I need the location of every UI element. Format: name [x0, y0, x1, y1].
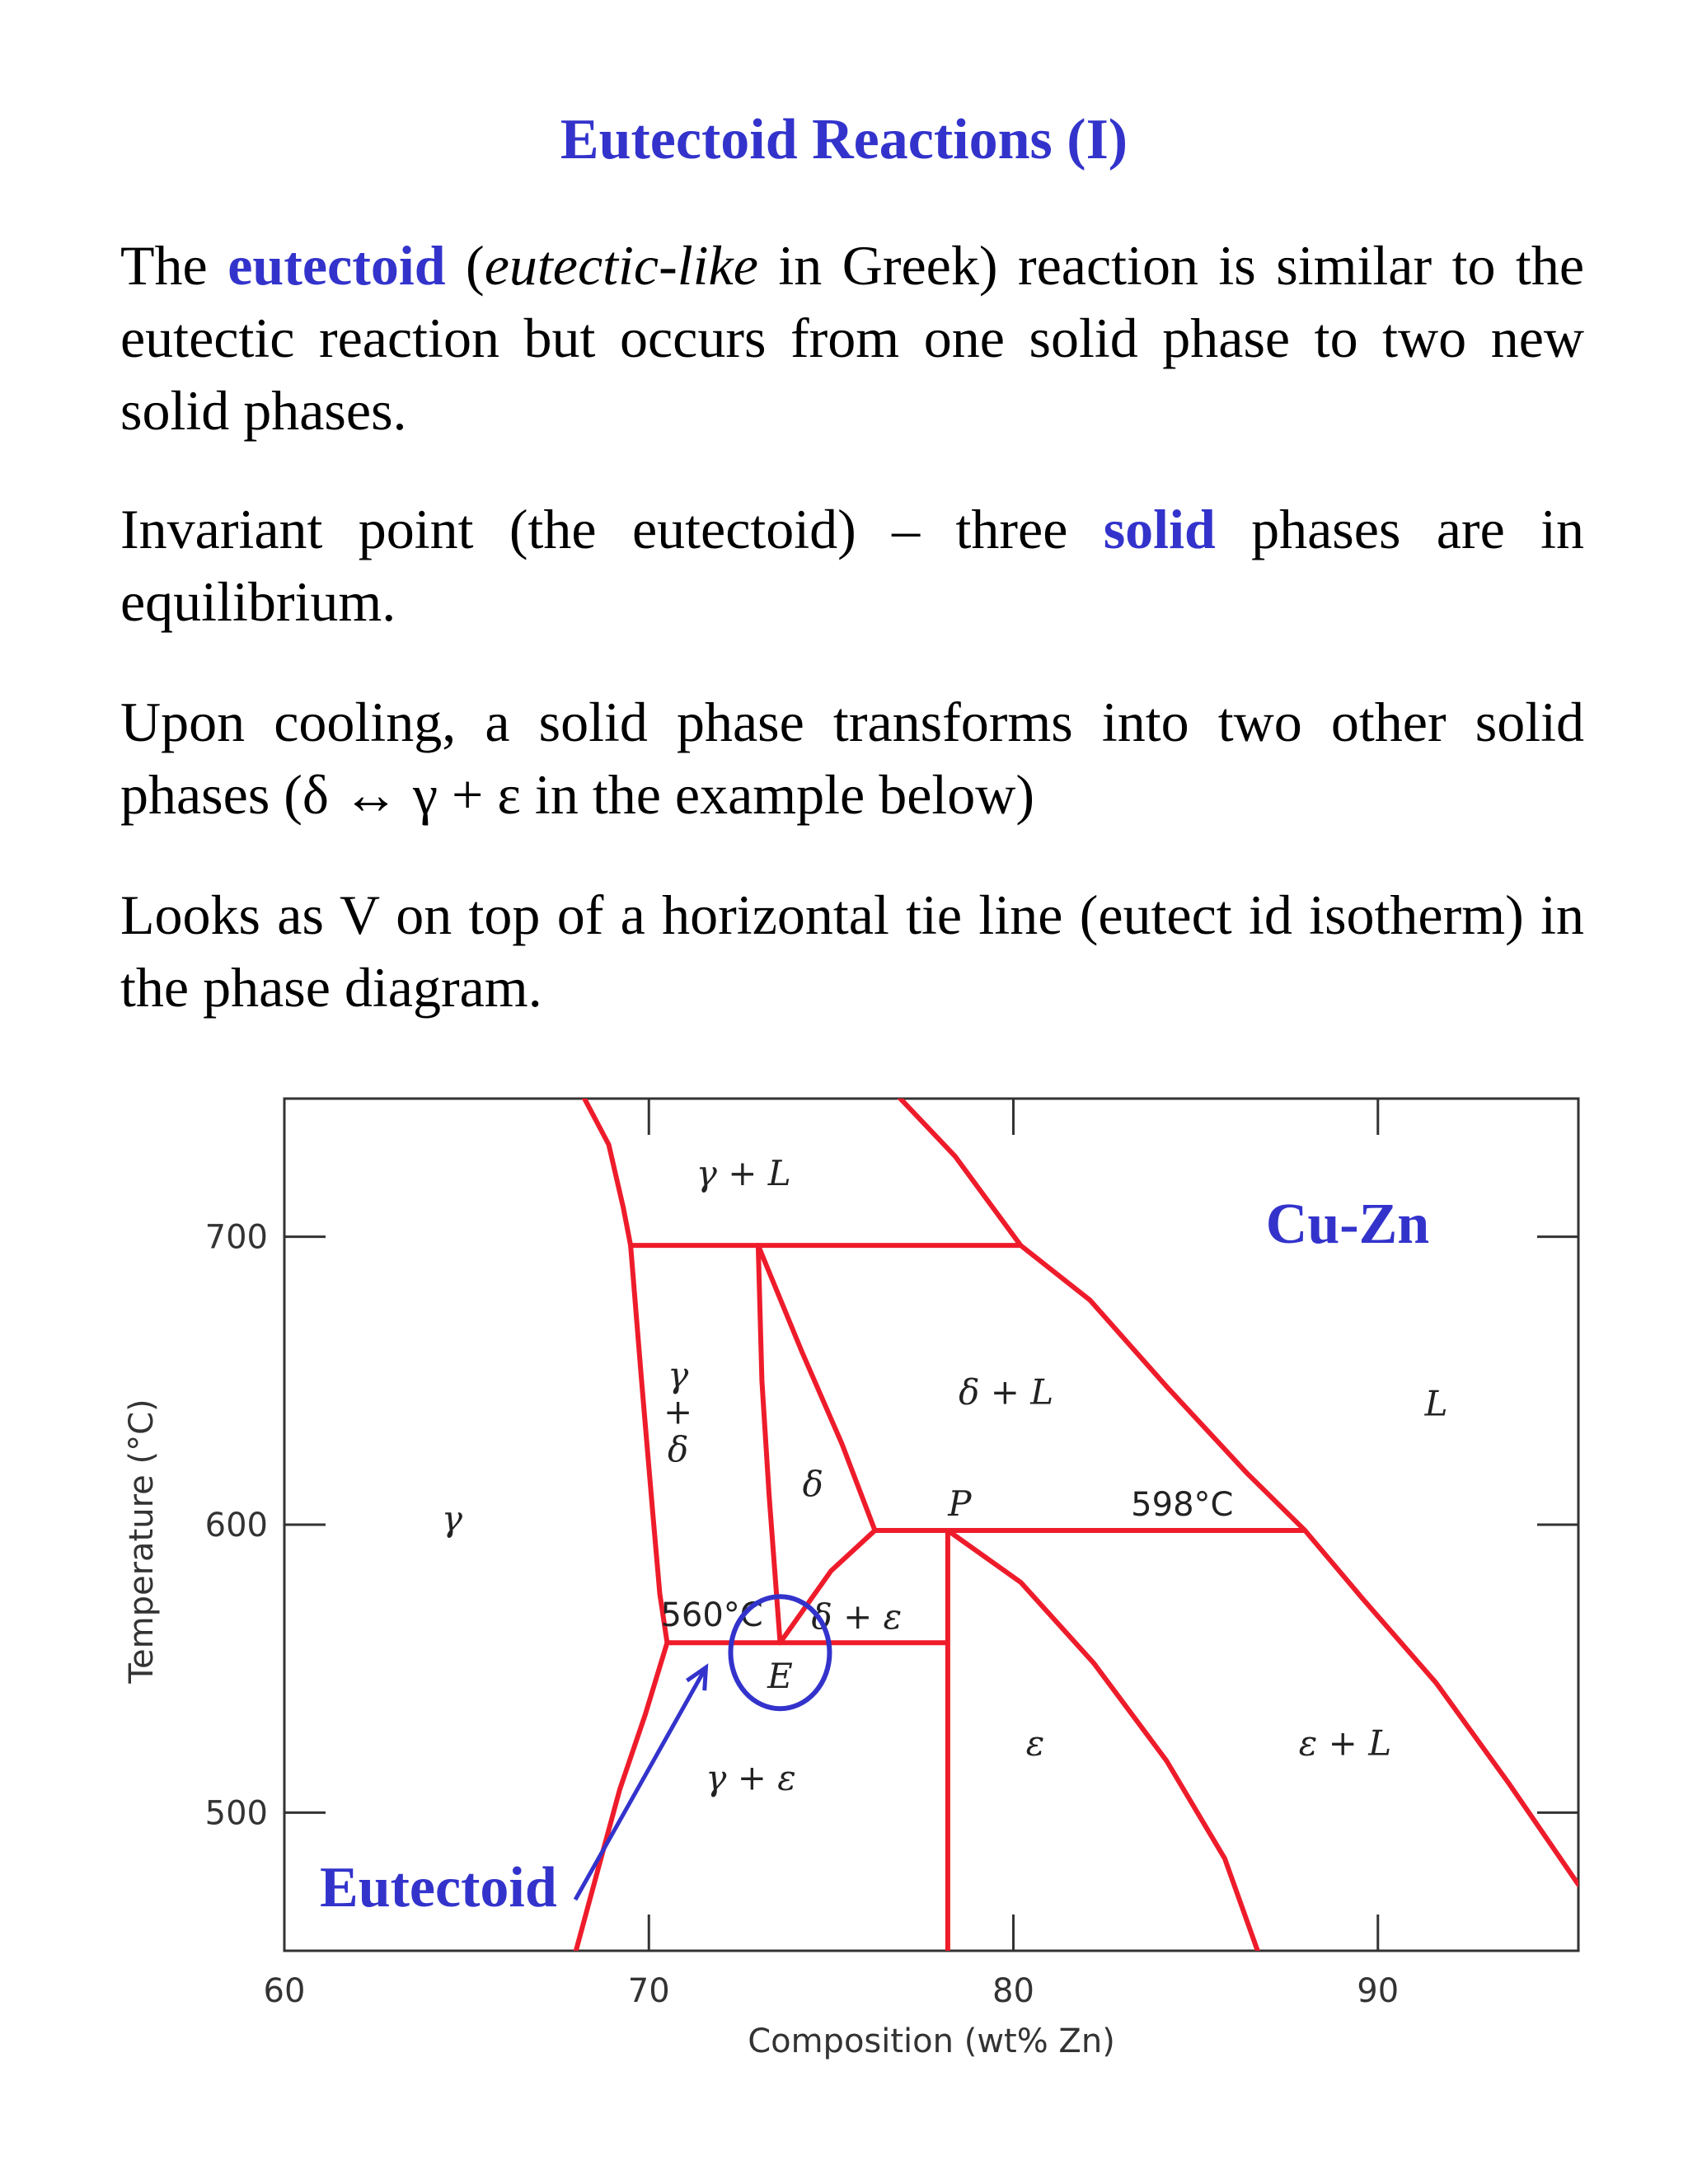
phase-region-label: γ + L: [696, 1152, 791, 1193]
phase-region-label: L: [1424, 1383, 1448, 1424]
phase-region-label: ε + L: [1298, 1722, 1392, 1764]
phase-diagram: [99, 1071, 1607, 2110]
phase-region-label: +: [663, 1391, 693, 1432]
phase-region-label: δ: [667, 1429, 689, 1470]
paragraph-invariant-point: [120, 493, 1584, 638]
paragraph-tie-line: [120, 879, 1584, 1024]
phase-region-label: ε: [1025, 1722, 1045, 1764]
highlight-eutectoid: eutectoid: [227, 234, 446, 297]
phase-region-label: γ: [668, 1354, 689, 1395]
phase-region-label: γ: [441, 1497, 462, 1539]
paragraph-eutectoid-definition: [120, 229, 1584, 447]
highlight-solid: solid: [1103, 498, 1216, 560]
phase-region-label: γ + ε: [706, 1757, 796, 1798]
peritectic-temperature-label: 598°C: [1131, 1485, 1234, 1524]
text-run: Invariant point (the eutectoid) – three: [120, 498, 1104, 560]
x-axis-title: Composition (wt% Zn): [748, 2022, 1115, 2060]
text-run: phases are in equilibrium.: [120, 498, 1584, 633]
system-label: Cu-Zn: [1265, 1193, 1430, 1256]
phase-diagram-figure: [99, 1071, 1607, 2110]
y-tick-label: 700: [204, 1218, 268, 1257]
phase-region-label: δ + ε: [811, 1596, 903, 1637]
point-e-label: E: [767, 1656, 793, 1697]
y-tick-label: 500: [204, 1794, 268, 1833]
eutectoid-annotation-label: Eutectoid: [320, 1856, 557, 1919]
point-p-label: P: [948, 1483, 972, 1524]
text-run: in Greek) reaction is similar to the eutectic reaction but occurs from one solid phase to two new solid phases.: [120, 234, 1585, 442]
y-tick-label: 600: [204, 1507, 268, 1544]
italic-term: eutectic-like: [484, 234, 758, 297]
paragraph-cooling: [120, 686, 1584, 831]
x-tick-label: 70: [627, 1972, 670, 2010]
y-axis-title: Temperature (°C): [123, 1399, 161, 1684]
text-run: Looks as V on top of a horizontal tie line (eutect id isotherm) in the phase diagram.: [120, 883, 1584, 1019]
phase-region-label: δ + L: [959, 1371, 1054, 1413]
text-run: The: [120, 234, 228, 297]
x-tick-label: 60: [263, 1972, 306, 2010]
x-tick-label: 90: [1357, 1972, 1400, 2010]
text-run: (: [445, 234, 485, 297]
text-run: Upon cooling, a solid phase transforms into two other solid phases (δ ↔ γ + ε in the example below): [120, 691, 1584, 826]
x-tick-label: 80: [992, 1972, 1034, 2010]
slide-title: Eutectoid Reactions (I): [560, 108, 1128, 171]
eutectoid-temperature-label: 560°C: [660, 1596, 763, 1635]
phase-region-label: δ: [802, 1464, 823, 1505]
